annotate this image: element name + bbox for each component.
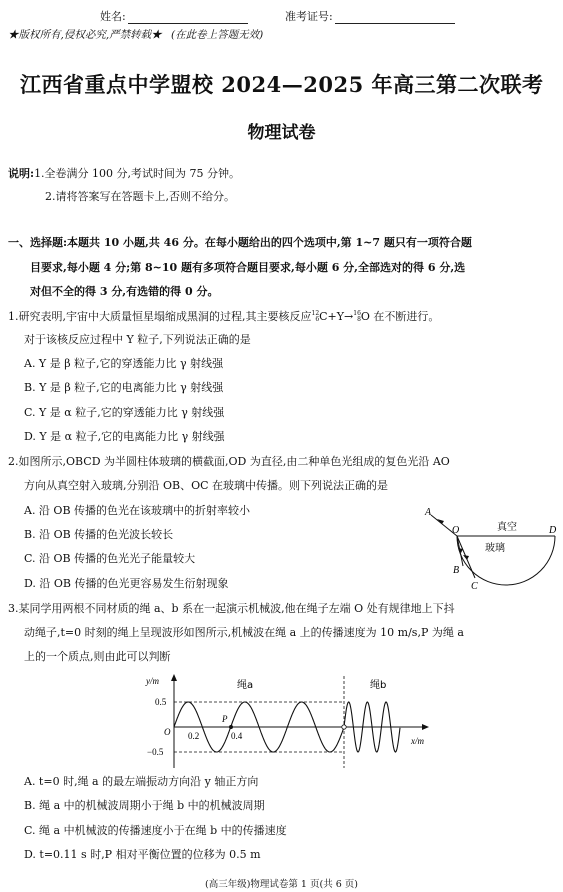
point-p-label: P xyxy=(222,714,228,724)
y-tick-negative: −0.5 xyxy=(147,747,164,757)
label-c: C xyxy=(471,581,478,592)
no-answer-note: (在此卷上答题无效) xyxy=(171,29,264,41)
x-axis-arrow xyxy=(422,724,429,730)
page-title: 江西省重点中学盟校 2024—2025 年高三第二次联考 xyxy=(20,72,544,97)
q2-option-a[interactable]: A. 沿 OB 传播的色光在该玻璃中的折射率较小 xyxy=(24,504,251,517)
q2-option-b[interactable]: B. 沿 OB 传播的色光波长较长 xyxy=(24,528,174,541)
junction-point xyxy=(342,725,346,729)
o-mass-number: 16 xyxy=(353,310,361,317)
q2-option-d[interactable]: D. 沿 OB 传播的色光更容易发生衍射现象 xyxy=(24,577,229,590)
q1-stem-line-2: 对于该核反应过程中 Y 粒子,下列说法正确的是 xyxy=(24,333,251,346)
o-nuclide-numbers xyxy=(353,311,361,323)
reaction-text: C+Y→ xyxy=(319,310,354,323)
section-heading-line-2: 目要求,每小题 4 分;第 8~10 题有多项符合题目要求,每小题 6 分,全部选对的得 6 分,选 xyxy=(30,261,466,274)
copyright-text: ★版权所有,侵权必究,严禁转载★ xyxy=(8,29,162,41)
section-heading-line-1: 一、选择题:本题共 10 小题,共 46 分。在每小题给出的四个选项中,第 1~7 题只有一项符合题 xyxy=(8,236,472,249)
y-axis-label: y/m xyxy=(146,676,159,686)
section-heading-line-3: 对但不全的得 3 分,有选错的得 0 分。 xyxy=(30,285,219,298)
c-mass-number: 12 xyxy=(311,310,320,317)
q1-option-b[interactable]: B. Y 是 β 粒子,它的电离能力比 γ 射线强 xyxy=(24,381,224,394)
name-blank xyxy=(128,12,248,24)
q2-option-c[interactable]: C. 沿 OB 传播的色光光子能量较大 xyxy=(24,552,196,565)
q3-option-d[interactable]: D. t=0.11 s 时,P 相对平衡位置的位移为 0.5 m xyxy=(24,848,261,861)
origin-label: O xyxy=(164,727,171,737)
q3-stem-line-2: 动绳子,t=0 时刻的绳上呈现波形如图所示,机械波在绳 a 上的传播速度为 10 m/s,P 为绳 a xyxy=(24,626,464,639)
page-footer: (高三年级)物理试卷第 1 页(共 6 页) xyxy=(205,879,358,890)
label-d: D xyxy=(549,525,557,536)
x-tick-0-4: 0.4 xyxy=(231,731,243,741)
q2-stem-line-2: 方向从真空射入玻璃,分别沿 OB、OC 在玻璃中传播。则下列说法正确的是 xyxy=(24,479,389,492)
glass-label: 玻璃 xyxy=(485,543,505,554)
q2-stem-line-1: 2.如图所示,OBCD 为半圆柱体玻璃的横截面,OD 为直径,由二种单色光组成的复色光沿 AO xyxy=(8,455,450,468)
label-b: B xyxy=(453,565,460,576)
page-subtitle: 物理试卷 xyxy=(247,123,316,143)
instructions-line-1 xyxy=(8,168,240,179)
copyright-line xyxy=(8,27,263,42)
q2-glass-figure xyxy=(415,503,560,595)
q1-option-d[interactable]: D. Y 是 α 粒子,它的电离能力比 γ 射线强 xyxy=(24,430,225,443)
q3-wave-figure xyxy=(138,672,438,772)
q1-stem-line-1 xyxy=(8,311,439,323)
exam-number-label: 准考证号: xyxy=(285,10,333,23)
instructions-line-2: 2.请将答案写在答题卡上,否则不给分。 xyxy=(45,190,235,203)
o-charge-number: 8 xyxy=(357,316,361,323)
semicircle-arc xyxy=(457,536,555,585)
q1-option-a[interactable]: A. Y 是 β 粒子,它的穿透能力比 γ 射线强 xyxy=(24,357,224,370)
name-label: 姓名: xyxy=(100,10,126,23)
y-axis-arrow xyxy=(171,674,177,681)
label-o: O xyxy=(452,525,460,536)
name-field xyxy=(100,8,248,24)
rope-b-label: 绳b xyxy=(370,680,387,691)
q3-option-b[interactable]: B. 绳 a 中的机械波周期小于绳 b 中的机械波周期 xyxy=(24,799,265,812)
q3-stem-line-1: 3.某同学用两根不同材质的绳 a、b 系在一起演示机械波,他在绳子左端 O 处有规律地上下抖 xyxy=(8,602,455,615)
c-nuclide-numbers xyxy=(312,311,320,323)
label-a: A xyxy=(425,507,432,518)
q3-option-a[interactable]: A. t=0 时,绳 a 的最左端振动方向沿 y 轴正方向 xyxy=(24,775,259,788)
c-charge-number: 6 xyxy=(315,316,320,323)
y-tick-positive: 0.5 xyxy=(155,697,167,707)
x-axis-label: x/m xyxy=(411,736,424,746)
instructions-label: 说明: xyxy=(8,167,35,180)
q1-stem-text-b: O 在不断进行。 xyxy=(360,310,440,323)
x-tick-0-2: 0.2 xyxy=(188,731,200,741)
q1-stem-text-a: 1.研究表明,宇宙中大质量恒星塌缩成黑洞的过程,其主要核反应 xyxy=(8,310,312,323)
ray-oc-arrow xyxy=(463,555,469,560)
point-p xyxy=(229,725,233,729)
exam-number-blank xyxy=(335,12,455,24)
q3-option-c[interactable]: C. 绳 a 中机械波的传播速度小于在绳 b 中的传播速度 xyxy=(24,824,287,837)
exam-number-field xyxy=(285,8,455,24)
rope-a-label: 绳a xyxy=(237,680,254,691)
q1-option-c[interactable]: C. Y 是 α 粒子,它的穿透能力比 γ 射线强 xyxy=(24,406,225,419)
instructions-text-1: 1.全卷满分 100 分,考试时间为 75 分钟。 xyxy=(34,167,241,180)
q3-stem-line-3: 上的一个质点,则由此可以判断 xyxy=(24,650,171,663)
vacuum-label: 真空 xyxy=(497,522,517,533)
